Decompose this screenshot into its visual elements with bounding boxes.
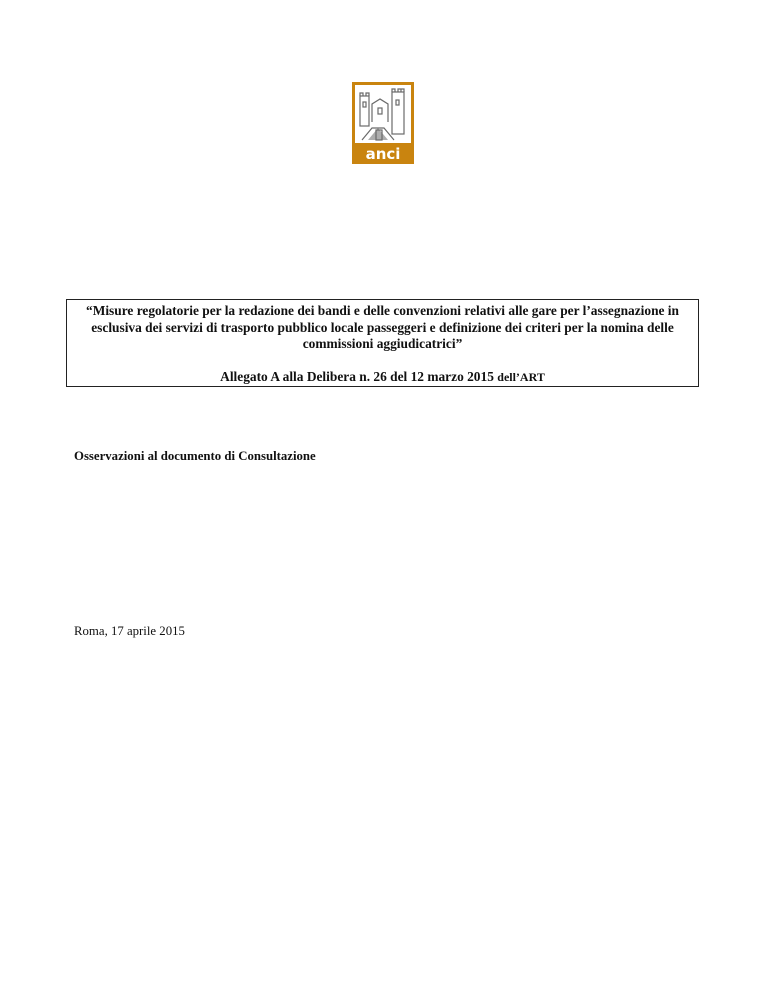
logo-wordmark: anci [365, 145, 401, 163]
anci-logo-graphic [352, 82, 414, 164]
allegato-line [73, 369, 692, 386]
anci-logo [352, 82, 414, 164]
document-subtitle: Osservazioni al documento di Consultazione [74, 449, 316, 463]
place-date: Roma, 17 aprile 2015 [74, 624, 185, 638]
title-box [66, 299, 699, 387]
allegato-main: Allegato A alla Delibera n. 26 del 12 marzo 2015 [220, 368, 494, 384]
allegato-suffix: dell’ART [497, 369, 545, 384]
document-title: “Misure regolatorie per la redazione dei bandi e delle convenzioni relativi alle gare per l’assegnazione in esclusiva dei servizi di trasporto pubblico locale passeggeri e definizione dei criteri per la nomina delle commissioni aggiudicatrici” [86, 303, 679, 352]
